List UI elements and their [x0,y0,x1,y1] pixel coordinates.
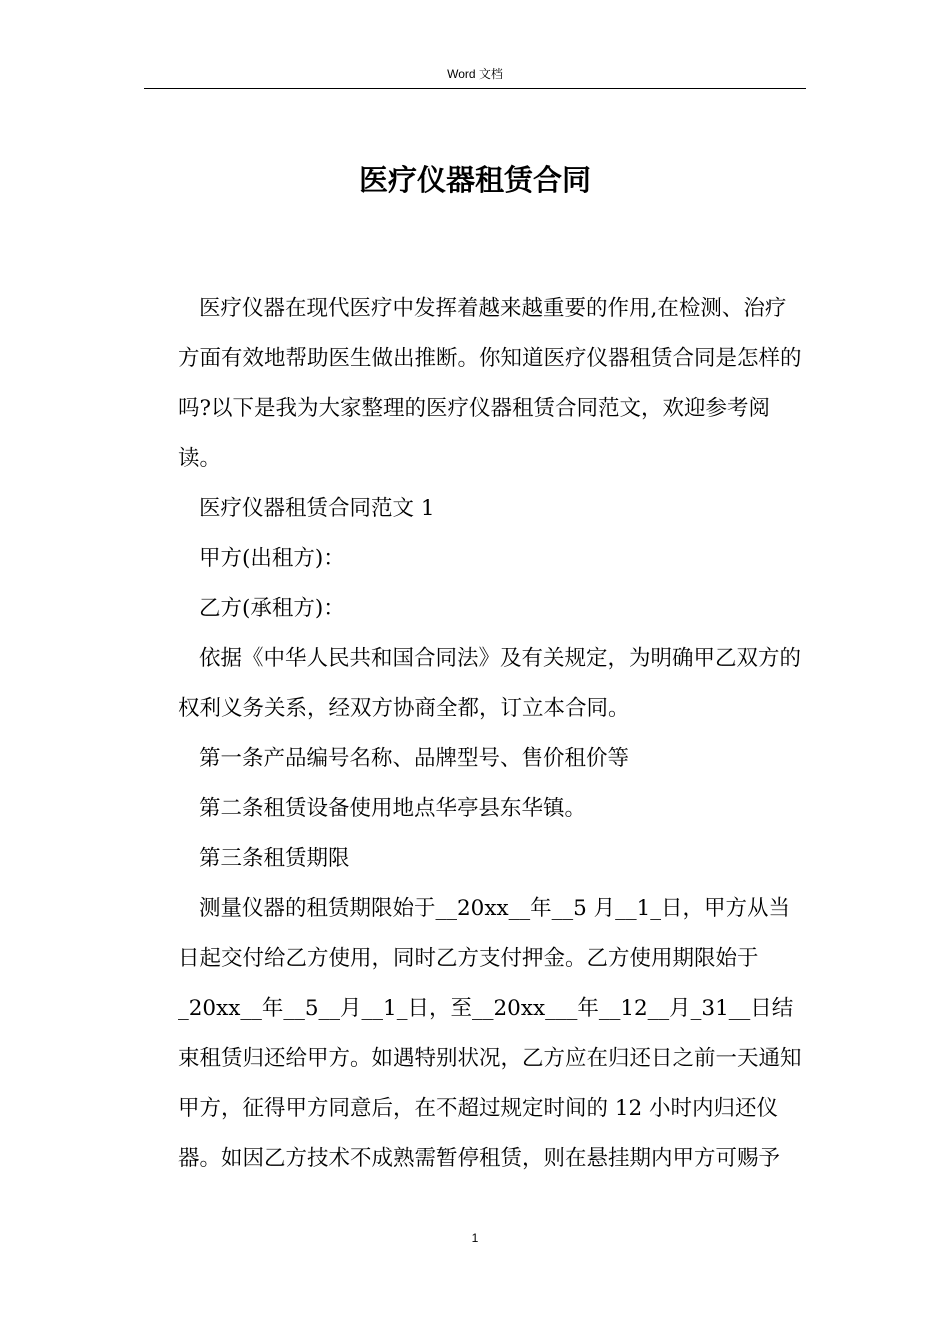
document-body [178,284,806,1184]
paragraph-intro: 医疗仪器在现代医疗中发挥着越来越重要的作用,在检测、治疗方面有效地帮助医生做出推断。你知道医疗仪器租赁合同是怎样的吗?以下是我为大家整理的医疗仪器租赁合同范文，欢迎参考阅读。 [178,296,802,471]
document-title: 医疗仪器租赁合同 [358,163,591,197]
paragraph-article-1: 第一条产品编号名称、品牌型号、售价租价等 [199,746,630,771]
paragraph-sample-heading: 医疗仪器租赁合同范文 1 [199,496,435,521]
paragraph-article-3: 第三条租赁期限 [199,846,350,871]
page-number: 1 [471,1231,479,1245]
paragraph-lease-term: 测量仪器的租赁期限始于__20xx__年__5 月__1_日，甲方从当日起交付给乙方使用，同时乙方支付押金。乙方使用期限始于_20xx__年__5__月__1_日，至__20xx___年__12__月_31__日结束租赁归还给甲方。如遇特别状况，乙方应在归还日之前一天通知甲方，征得甲方同意后，在不超过规定时间的 12 小时内归还仪器。如因乙方技术不成熟需暂停租赁，则在悬挂期内甲方可赐予 [178,896,802,1171]
paragraph-party-b: 乙方(承租方)： [199,596,345,621]
paragraph-basis: 依据《中华人民共和国合同法》及有关规定，为明确甲乙双方的权利义务关系，经双方协商全都，订立本合同。 [178,646,802,721]
header-text: Word 文档 [447,67,503,81]
paragraph-party-a: 甲方(出租方)： [199,546,345,571]
page-header [144,0,806,89]
paragraph-article-2: 第二条租赁设备使用地点华亭县东华镇。 [199,796,587,821]
